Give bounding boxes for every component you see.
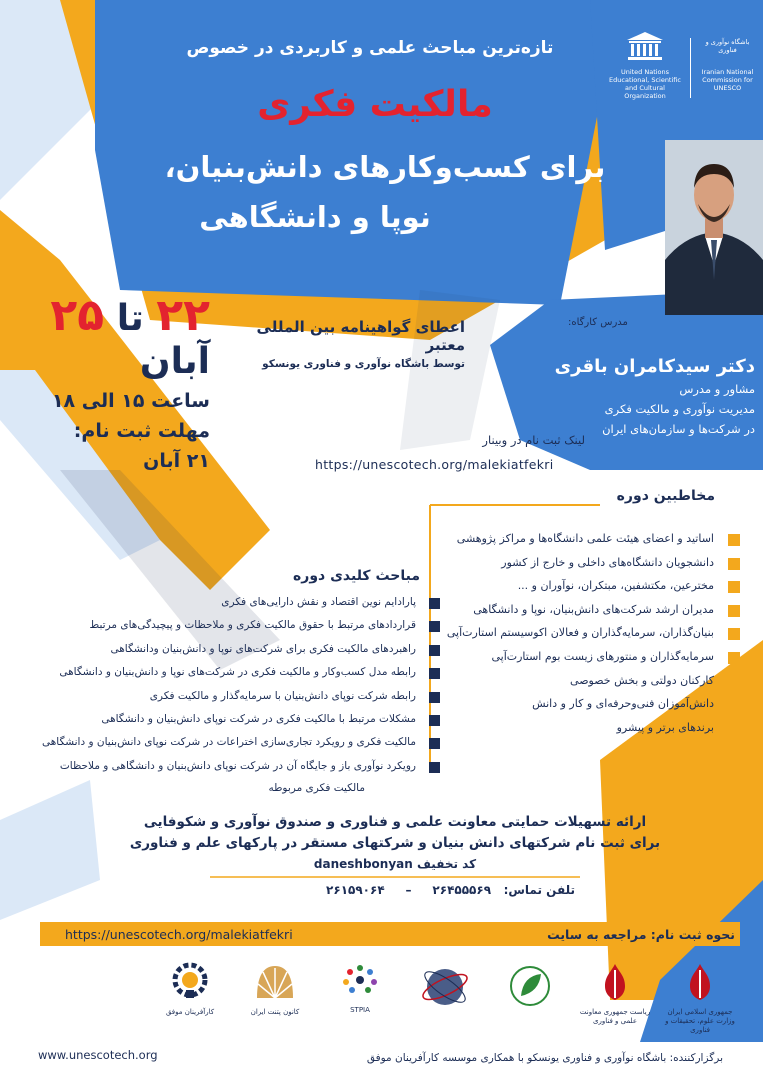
topics-list <box>5 596 440 783</box>
registration-label: نحوه ثبت نام: مراجعه به سایت <box>547 927 735 942</box>
teacher-photo <box>665 140 763 315</box>
discount-code: daneshbonyan <box>313 857 413 871</box>
teacher-label: مدرس کارگاه: <box>568 317 628 328</box>
list-item: مدیران ارشد شرکت‌های دانش‌بنیان، نوپا و دانشگاهی <box>450 603 740 627</box>
logo-karafarinan: کارآفرینان موفق <box>150 962 230 1037</box>
bullet-icon <box>429 645 440 656</box>
list-item: مشکلات مرتبط با مالکیت فکری در شرکت نوپای دانش‌بنیان و دانشگاهی <box>5 713 440 736</box>
audience-title: مخاطبین دوره <box>616 488 715 504</box>
topics-title: مباحث کلیدی دوره <box>293 568 420 584</box>
club-caption: باشگاه نوآوری و فناوری <box>705 38 750 54</box>
shell-icon <box>253 962 297 1002</box>
event-date <box>15 290 210 382</box>
certificate-block <box>225 318 465 370</box>
date-month: آبان <box>139 341 210 382</box>
deadline-label: مهلت ثبت نام: <box>73 420 210 442</box>
intro-title: تازه‌ترین مباحث علمی و کاربردی در خصوص <box>186 38 554 58</box>
list-item: دانشجویان دانشگاه‌های داخلی و خارج از کشور <box>450 556 740 580</box>
unesco-divider <box>690 38 691 98</box>
registration-link[interactable]: https://unescotech.org/malekiatfekri <box>65 927 293 942</box>
teacher-role-3: در شرکت‌ها و سازمان‌های ایران <box>602 422 755 436</box>
bullet-icon <box>728 699 740 711</box>
logo-patent-center: کانون پتنت ایران <box>235 962 315 1037</box>
bullet-icon <box>429 738 440 749</box>
footer-website[interactable]: www.unescotech.org <box>38 1048 158 1062</box>
audience-list <box>446 532 740 744</box>
bullet-icon <box>429 668 440 679</box>
webinar-label: لینک ثبت نام در وبینار <box>482 433 585 447</box>
unesco-commission <box>700 38 755 92</box>
footer-organizer: برگزارکننده: باشگاه نوآوری و فناوری یونسکو با همکاری موسسه کارآفرینان موفق <box>366 1052 723 1064</box>
bullet-icon <box>429 715 440 726</box>
bullet-icon <box>728 652 740 664</box>
logo-leaf <box>490 962 570 1037</box>
phone-separator: – <box>405 883 412 897</box>
list-item: دانش‌آموزان فنی‌وحرفه‌ای و کار و دانش <box>450 697 740 721</box>
list-item: رویکرد نوآوری باز و جایگاه آن در شرکت نوپای دانش‌بنیان و دانشگاهی و ملاحظات <box>5 760 440 783</box>
registration-bar <box>55 925 735 947</box>
phone-1: ۲۶۴۵۵۵۶۹ <box>432 883 492 897</box>
webinar-block <box>315 433 585 472</box>
partner-logos <box>40 962 740 1037</box>
discount-code-line <box>100 854 690 875</box>
phone-2: ۲۶۱۵۹۰۶۴ <box>326 883 385 897</box>
list-item: مخترعین، مکتشفین، مبتکران، نوآوران و ... <box>450 579 740 603</box>
leaf-icon <box>509 962 551 1010</box>
list-item: راهبردهای مالکیت فکری برای شرکت‌های نوپا و دانش‌بنیان ودانشگاهی <box>5 643 440 666</box>
list-item: کارکنان دولتی و بخش خصوصی <box>450 674 740 698</box>
main-title: مالکیت فکری <box>257 84 493 125</box>
certificate-line-2: توسط باشگاه نوآوری و فناوری یونسکو <box>262 358 465 370</box>
logo-stpia: STPIA <box>320 962 400 1037</box>
logo-globe <box>405 962 485 1037</box>
bullet-icon <box>429 598 440 609</box>
list-item: قراردادهای مرتبط با حقوق مالکیت فکری و ملاحظات و پیچیدگی‌های مرتبط <box>5 619 440 642</box>
certificate-line-1: اعطای گواهینامه بین المللی معتبر <box>256 318 465 354</box>
footer <box>0 1042 763 1080</box>
event-date-block <box>15 290 210 472</box>
bullet-icon <box>429 762 440 773</box>
stpia-icon <box>338 962 382 1000</box>
webinar-link[interactable]: https://unescotech.org/malekiatfekri <box>315 457 554 472</box>
bullet-icon <box>728 558 740 570</box>
facilities-line-2: برای ثبت نام شرکتهای دانش بنیان و شرکتهای مستقر در پارکهای علم و فناوری <box>129 835 661 851</box>
iran-emblem-icon <box>682 962 718 1002</box>
topics-continuation: مالکیت فکری مربوطه <box>268 782 365 794</box>
teacher-role-1: مشاور و مدرس <box>679 382 755 396</box>
list-item: مالکیت فکری و رویکرد تجاری‌سازی اختراعات در شرکت نوپای دانش‌بنیان و دانشگاهی <box>5 736 440 759</box>
bullet-icon <box>728 628 740 640</box>
facilities-block <box>100 812 690 875</box>
event-time: ساعت ۱۵ الی ۱۸ <box>51 390 210 412</box>
list-item: پارادایم نوین اقتصاد و نقش دارایی‌های فکری <box>5 596 440 619</box>
deadline-date: ۲۱ آبان <box>143 450 210 472</box>
logo-ministry-science: جمهوری اسلامی ایران وزارت علوم، تحقیقات و فناوری <box>660 962 740 1037</box>
list-item: سرمایه‌گذاران و منتورهای زیست بوم استارت‌آپی <box>450 650 740 674</box>
list-item: بنیان‌گذاران، سرمایه‌گذاران و فعالان اکوسیستم استارت‌آپی <box>450 626 740 650</box>
iran-emblem-icon <box>597 962 633 1002</box>
list-item: برندهای برتر و پیشرو <box>450 721 740 745</box>
teacher-block <box>505 356 755 437</box>
bullet-icon <box>429 692 440 703</box>
subtitle-line-2: نوپا و دانشگاهی <box>199 200 431 234</box>
bullet-icon <box>728 534 740 546</box>
list-item: رابطه شرکت نوپای دانش‌بنیان با سرمایه‌گذار و مالکیت فکری <box>5 690 440 713</box>
logo-vice-presidency: ریاست جمهوری معاونت علمی و فناوری <box>575 962 655 1037</box>
contact-line <box>205 883 575 897</box>
list-item: رابطه مدل کسب‌وکار و مالکیت فکری در شرکت‌های نوپا و دانش‌بنیان و دانشگاهی <box>5 666 440 689</box>
bullet-icon <box>728 581 740 593</box>
subtitle-line-1: برای کسب‌وکارهای دانش‌بنیان، <box>164 150 606 184</box>
bullet-icon <box>429 621 440 632</box>
bullet-icon <box>728 723 740 735</box>
commission-caption: Iranian National Commission for UNESCO <box>701 68 754 92</box>
date-to: ۲۵ <box>50 290 105 341</box>
date-separator: تا <box>116 298 144 339</box>
contact-label: تلفن تماس: <box>503 883 575 897</box>
list-item: اساتید و اعضای هیئت علمی دانشگاه‌ها و مراکز پژوهشی <box>450 532 740 556</box>
teacher-name: دکتر سیدکامران باقری <box>554 356 755 377</box>
bullet-icon <box>728 676 740 688</box>
facilities-line-1: ارائه تسهیلات حمایتی معاونت علمی و فناوری و صندوق نوآوری و شکوفایی <box>143 814 647 830</box>
unesco-caption: United Nations Educational, Scientific and Cultural Organization <box>609 68 681 100</box>
date-from: ۲۲ <box>156 290 210 341</box>
teacher-role-2: مدیریت نوآوری و مالکیت فکری <box>604 402 755 416</box>
discount-code-label: کد تخفیف <box>417 857 477 871</box>
globe-icon <box>420 962 470 1012</box>
bullet-icon <box>728 605 740 617</box>
bulb-gear-icon <box>170 962 210 1002</box>
